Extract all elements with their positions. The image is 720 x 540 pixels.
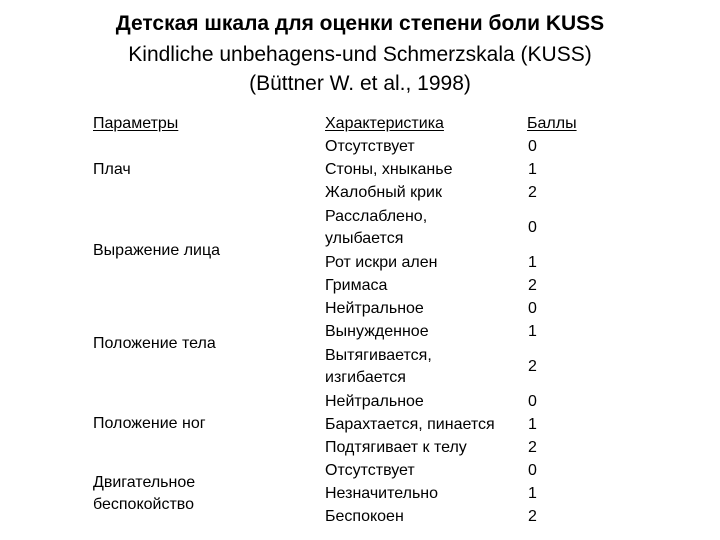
characteristic-text: Нейтральное [325,300,424,317]
score-value: 1 [528,161,537,178]
score-value: 2 [528,358,537,375]
characteristic-text: Беспокоен [325,508,404,525]
characteristic-text: Жалобный крик [325,184,442,201]
characteristic-text: Отсутствует [325,462,415,479]
characteristic-text: Барахтается, пинается [325,416,495,433]
characteristic-text: Нейтральное [325,393,424,410]
table-row [325,206,585,250]
characteristic-text: Расслаблено, улыбается [325,208,428,247]
score-value: 1 [528,416,537,433]
page-title: Детская шкала для оценки степени боли KUSS [115,12,605,35]
score-value: 2 [528,184,537,201]
characteristic-text: Отсутствует [325,138,415,155]
score-value: 0 [528,219,537,236]
column-header-characteristic: Характеристика [325,115,444,132]
characteristic-text: Незначительно [325,485,439,502]
parameter-label: Положение тела [93,335,216,352]
parameter-label: Плач [93,161,131,178]
score-value: 1 [528,485,537,502]
score-value: 2 [528,508,537,525]
score-value: 1 [528,323,537,340]
characteristic-text: Рот искри ален [325,254,438,271]
parameter-label: Выражение лица [93,242,221,259]
characteristic-text: Вытягивается, изгибается [325,347,432,386]
score-value: 2 [528,277,537,294]
characteristic-text: Стоны, хныканье [325,161,453,178]
score-value: 2 [528,439,537,456]
score-value: 0 [528,138,537,155]
column-header-score: Баллы [527,115,577,132]
parameter-label: Положение ног [93,415,206,432]
score-value: 0 [528,393,537,410]
score-value: 0 [528,462,537,479]
parameter-label: Двигательное беспокойство [93,474,196,513]
table-row [325,345,585,389]
score-value: 1 [528,254,537,271]
page-subtitle: Kindliche unbehagens-und Schmerzskala (KUSS) [128,43,592,66]
characteristic-text: Вынужденное [325,323,429,340]
score-value: 0 [528,300,537,317]
page-citation: (Büttner W. et al., 1998) [249,72,471,95]
column-header-parameters: Параметры [93,115,179,132]
characteristic-text: Подтягивает к телу [325,439,467,456]
characteristic-text: Гримаса [325,277,388,294]
